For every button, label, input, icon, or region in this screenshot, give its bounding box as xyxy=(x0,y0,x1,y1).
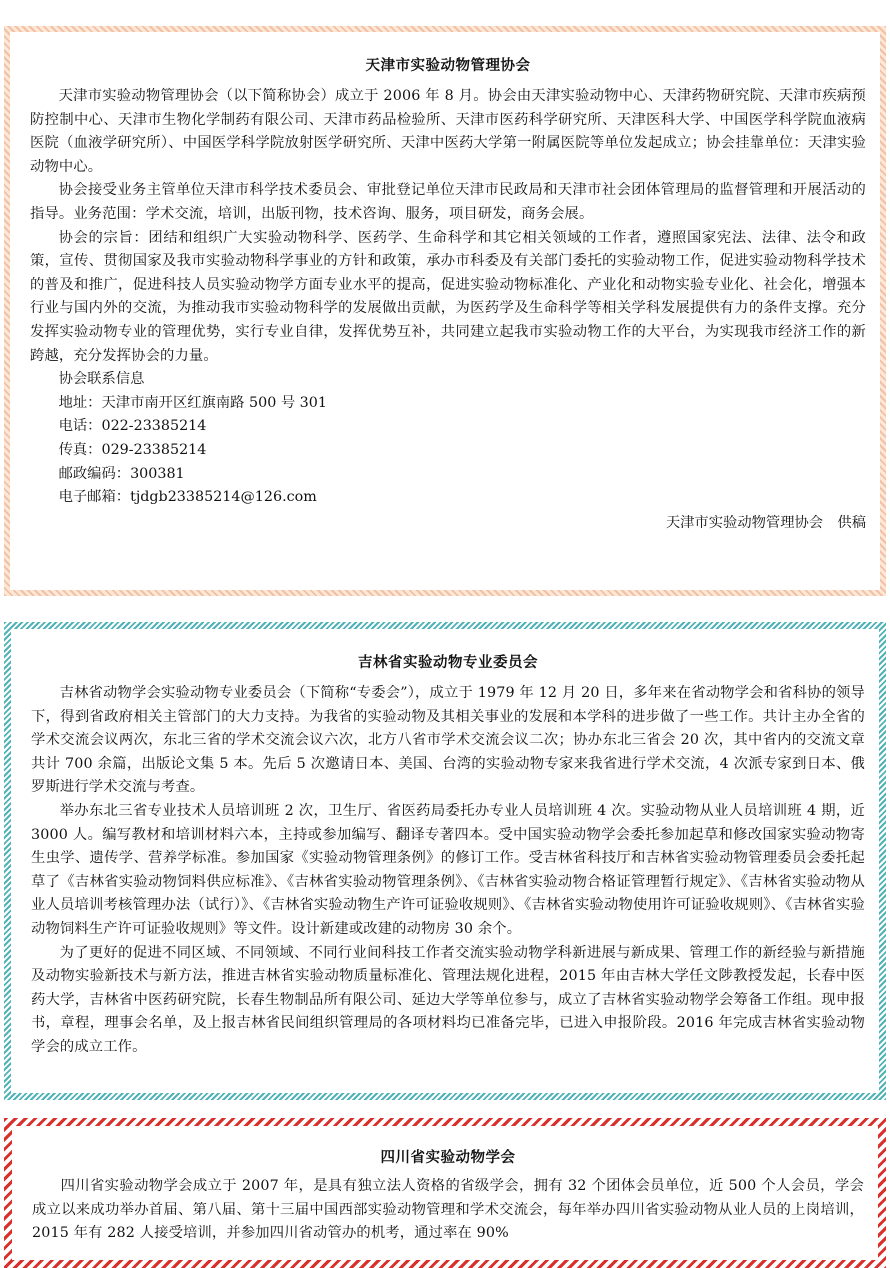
sichuan-section xyxy=(4,1118,886,1268)
section-title: 四川省实验动物学会 xyxy=(380,1150,516,1166)
contact-address: 地址：天津市南开区红旗南路 500 号 301 xyxy=(58,394,327,411)
contact-email: 电子邮箱：tjdgb23385214@126.com xyxy=(58,489,317,506)
contact-heading: 协会联系信息 xyxy=(58,371,145,388)
jilin-section xyxy=(4,622,886,1100)
tianjin-section xyxy=(4,26,886,596)
paragraph: 吉林省动物学会实验动物专业委员会（下简称“专委会”），成立于 1979 年 12 月 20 日，多年来在省动物学会和省科协的领导下，得到省政府相关主管部门的大力支持。为我省的实验动物及其相关事业的发展和本学科的进步做了一些工作。共计主办全省的学术交流会议两次，东北三省的学术交流会议六次，北方八省市学术交流会议二次；协办东北三省会 20 次，其中省内的交流文章共计 700 余篇，出版论文集 5 本。先后 5 次邀请日本、美国、台湾的实验动物专家来我省进行学术交流，4 次派专家到日本、俄罗斯进行学术交流与考查。 xyxy=(31,685,865,796)
contact-fax: 传真：029-23385214 xyxy=(58,441,207,458)
paragraph: 举办东北三省专业技术人员培训班 2 次，卫生厅、省医药局委托办专业人员培训班 4 次。实验动物从业人员培训班 4 期，近 3000 人。编写教材和培训材料六本，主持或参加编写、翻译专著四本。受中国实验动物学会委托参加起草和修改国家实验动物寄生虫学、遗传学、营养学标准。参加国家《实验动物管理条例》的修订工作。受吉林省科技厅和吉林省实验动物管理委员会委托起草了《吉林省实验动物饲料供应标准》、《吉林省实验动物管理条例》、《吉林省实验动物合格证管理暂行规定》、《吉林省实验动物从业人员培训考核管理办法（试行）》、《吉林省实验动物生产许可证验收规则》、《吉林省实验动物使用许可证验收规则》、《吉林省实验动物饲料生产许可证验收规则》等文件。设计新建或改建的动物房 30 余个。 xyxy=(31,802,865,937)
contact-phone: 电话：022-23385214 xyxy=(58,418,207,435)
paragraph: 协会的宗旨：团结和组织广大实验动物科学、医药学、生命科学和其它相关领域的工作者，遵照国家宪法、法律、法令和政策，宣传、贯彻国家及我市实验动物科学事业的方针和政策，承办市科委及有关部门委托的实验动物工作，促进实验动物科学技术的普及和推广，促进科技人员实验动物学方面专业水平的提高，促进实验动物标准化、产业化和动物实验专业化、社会化，增强本行业与国内外的交流，为推动我市实验动物科学的发展做出贡献，为医药学及生命科学等相关学科发展提供有力的条件支撑。充分发挥实验动物专业的管理优势，实行专业自律，发挥优势互补，共同建立起我市实验动物工作的大平台，为实现我市经济工作的新跨越，充分发挥协会的力量。 xyxy=(30,229,866,364)
signature: 天津市实验动物管理协会 供稿 xyxy=(665,514,866,531)
paragraph: 天津市实验动物管理协会（以下简称协会）成立于 2006 年 8 月。协会由天津实验动物中心、天津药物研究院、天津市疾病预防控制中心、天津市生物化学制药有限公司、天津市药品检验所、天津市医药科学研究所、天津医科大学、中国医学科学院血液病医院（血液学研究所）、中国医学科学院放射医学研究所、天津中医药大学第一附属医院等单位发起成立；协会挂靠单位：天津实验动物中心。 xyxy=(30,88,866,175)
section-title: 天津市实验动物管理协会 xyxy=(365,58,531,74)
paragraph: 协会接受业务主管单位天津市科学技术委员会、审批登记单位天津市民政局和天津市社会团体管理局的监督管理和开展活动的指导。业务范围：学术交流，培训，出版刊物，技术咨询、服务，项目研发，商务会展。 xyxy=(30,182,866,222)
paragraph: 为了更好的促进不同区域、不同领域、不同行业间科技工作者交流实验动物学科新进展与新成果、管理工作的新经验与新措施及动物实验新技术与新方法，推进吉林省实验动物质量标准化、管理法规化进程，2015 年由吉林大学任文陟教授发起，长春中医药大学，吉林省中医药研究院，长春生物制品所有限公司、延边大学等单位参与，成立了吉林省实验动物学会筹备工作组。现申报书，章程，理事会名单，及上报吉林省民间组织管理局的各项材料均已准备完毕，已进入申报阶段。2016 年完成吉林省实验动物学会的成立工作。 xyxy=(31,944,865,1055)
contact-postcode: 邮政编码：300381 xyxy=(58,465,185,482)
section-title: 吉林省实验动物专业委员会 xyxy=(358,655,538,671)
paragraph: 四川省实验动物学会成立于 2007 年，是具有独立法人资格的省级学会，拥有 32 个团体会员单位，近 500 个人会员，学会成立以来成功举办首届、第八届、第十三届中国西部实验动物管理和学术交流会，每年举办四川省实验动物从业人员的上岗培训，2015 年有 282 人接受培训，并参加四川省动管办的机考，通过率在 90% xyxy=(32,1178,864,1242)
